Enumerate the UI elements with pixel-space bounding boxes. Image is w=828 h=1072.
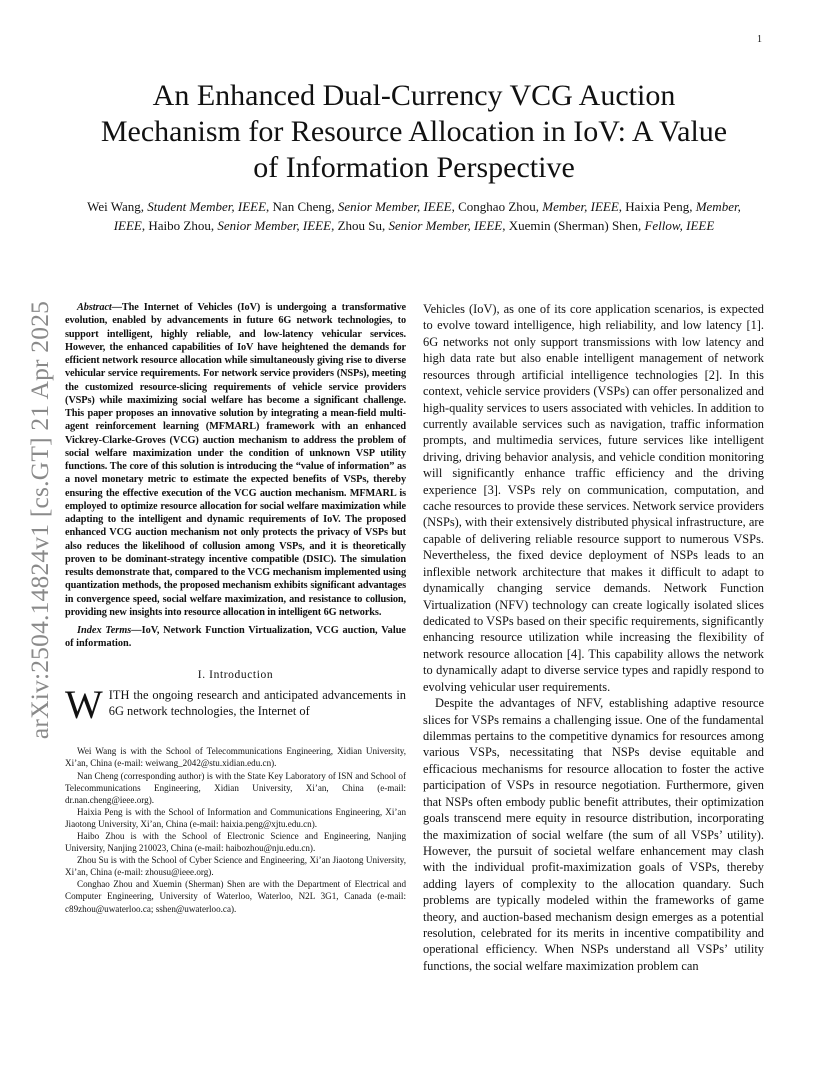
footnote: Nan Cheng (corresponding author) is with the State Key Laboratory of ISN and School of Telecommunications Engineering, Xidian University, Xi’an, China (e-mail: dr.nan.cheng@ieee.org). [65, 770, 406, 805]
index-terms-label: Index Terms [77, 625, 132, 636]
intro-text: ITH the ongoing research and anticipated advancements in 6G network technologies, the Internet of [108, 687, 406, 718]
footnote: Wei Wang is with the School of Telecommunications Engineering, Xidian University, Xi’an, China (e-mail: weiwang_2042@stu.xidian.edu.cn). [65, 746, 406, 769]
abstract-label: Abstract [77, 302, 112, 313]
footnote: Haibo Zhou is with the School of Electronic Science and Engineering, Nanjing University, Nanjing 210023, China (e-mail: haibozhou@nju.edu.cn). [65, 830, 406, 854]
footnote: Zhou Su is with the School of Cyber Science and Engineering, Xi’an Jiaotong University, Xi’an, China (e-mail: zhousu@ieee.org). [65, 855, 406, 878]
author-list: Wei Wang, Student Member, IEEE, Nan Cheng, Senior Member, IEEE, Conghao Zhou, Member, IEEE, Haixia Peng, Member, IEEE, Haibo Zhou, Senior Member, IEEE, Zhou Su, Senior Member, IEEE, Xuemin (Sherman) Shen, Fellow, IEEE [87, 199, 741, 234]
author-role: Fellow, IEEE [644, 218, 715, 234]
author-name: Nan Cheng [272, 199, 332, 214]
footnote: Conghao Zhou and Xuemin (Sherman) Shen are with the Department of Electrical and Computer Engineering, University of Waterloo, Waterloo, N2L 3G1, Canada (e-mail: c89zhou@uwaterloo.ca; sshen@uwaterloo.ca). [65, 879, 406, 914]
author-role: Senior Member, IEEE [337, 199, 452, 214]
index-terms-text: —IoV, Network Function Virtualization, VCG auction, Value of information. [65, 625, 406, 650]
author-name: Zhou Su [337, 218, 382, 234]
arxiv-identifier: arXiv:2504.14824v1 [cs.GT] 21 Apr 2025 [25, 300, 54, 740]
body-paragraph: Vehicles (IoV), as one of its core application scenarios, is expected to evolve toward intelligence, high reliability, and low latency [1]. 6G networks not only support transmissions with low latency and high data rate but also enable intelligent management of network resources through artificial intelligence technologies [2]. In this context, vehicle service providers (VSPs) can offer personalized and high-quality services to users associated with vehicles. In addition to currently available services such as navigation, traffic information prompts, and multimedia services, future services like intelligent driving, driving behavior analysis, and vehicle condition monitoring will significantly enhance traffic efficiency and the driving experience [3]. VSPs rely on communication, computation, and cache resources to provide these services. Network service providers (NSPs), with their extensively distributed physical infrastructure, are capable of delivering reliable resource support to numerous VSPs. Nevertheless, the fixed device deployment of NSPs leads to an inflexible network architecture that makes it difficult to adapt to dynamically changing service demands. Network Function Virtualization (NFV) technology can create logically isolated slices dedicated to VSPs based on their specific requirements, significantly enhancing resource utilization while increasing the flexibility of network resource allocation [4]. This capability allows the network to dynamically adapt to diverse service types and rapidly respond to evolving vehicular user requirements. [423, 302, 765, 694]
body-paragraph: Despite the advantages of NFV, establishing adaptive resource slices for VSPs remains a challenging issue. One of the fundamental dilemmas pertains to the competitive dynamics for resources among various VSPs, necessitating that NSPs devise equitable and efficacious mechanisms for resource allocation to foster the active participation of VSPs in resource negotiation. Furthermore, given that NSPs often embody public benefit attributes, their optimization goals transcend mere equity in resource distribution, incorporating the maximization of social welfare (the sum of all VSPs’ utility). However, the pursuit of societal welfare enhancement may clash with the individual profit-maximization goals of VSPs, thereby adding layers of complexity to the allocation quandary. Such problems are typically modeled within the frameworks of game theory, and auction-based mechanism design emerges as a potential resolution, celebrated for its merits in incentive compatibility and operational efficiency. When NSPs understand all VSPs’ utility functions, the social welfare maximization problem can [423, 696, 764, 973]
footnotes [65, 745, 406, 914]
paper-title: An Enhanced Dual-Currency VCG Auction Mechanism for Resource Allocation in IoV: A Value of Information Perspective [100, 79, 728, 184]
author-role: Senior Member, IEEE [388, 218, 503, 234]
page-number: 1 [757, 34, 762, 45]
author-name: Haixia Peng [625, 199, 690, 214]
abstract [65, 301, 406, 619]
author-role: Senior Member, IEEE [217, 218, 332, 234]
author-name: Wei Wang [87, 199, 141, 214]
author-role: Member, IEEE [542, 199, 619, 214]
drop-cap: W [65, 681, 103, 727]
author-name: Haibo Zhou [148, 218, 211, 234]
author-role: Student Member, IEEE [147, 199, 267, 214]
footnote: Haixia Peng is with the School of Information and Communications Engineering, Xi’an Jiaotong University, Xi’an, China (e-mail: haixia.peng@xjtu.edu.cn). [65, 806, 406, 829]
section-heading: I. Introduction [197, 668, 274, 681]
intro-paragraph [65, 681, 406, 727]
index-terms [65, 624, 406, 651]
author-name: Xuemin (Sherman) Shen [508, 218, 638, 234]
author-name: Conghao Zhou [458, 199, 536, 214]
left-column [65, 301, 406, 915]
abstract-text: —The Internet of Vehicles (IoV) is undergoing a transformative evolution, enabled by advancements in future 6G network technologies, to support intelligent, highly reliable, and low-latency vehicular services. However, the enhanced capabilities of IoV have heightened the demands for efficient network resource allocation while simultaneously giving rise to diverse vehicular service requirements. For network service providers (NSPs), meeting the customized resource-slicing requirements of vehicle service providers (VSPs) while maximizing social welfare has become a significant challenge. This paper proposes an innovative solution by integrating a mean-field multi-agent reinforcement learning (MFMARL) framework with an enhanced Vickrey-Clarke-Groves (VCG) auction mechanism to address the problem of social welfare maximization under the condition of unknown VSP utility functions. The core of this solution is introducing the “value of information” as a novel monetary metric to estimate the expected benefits of VSPs, thereby ensuring the effective execution of the VCG auction mechanism. MFMARL is employed to optimize resource allocation for social welfare maximization while adapting to the intelligent and dynamic requirements of IoV. The proposed enhanced VCG auction mechanism not only protects the privacy of VSPs but also reduces the likelihood of collusion among VSPs, and it is theoretically proven to be dominant-strategy incentive compatible (DSIC). The simulation results demonstrate that, compared to the VCG mechanism implemented using quantization methods, the proposed mechanism exhibits significant advantages in convergence speed, social welfare maximization, and resistance to collusion, providing new insights into resource allocation in intelligent 6G networks. [65, 302, 406, 618]
author-role: Member, IEEE [113, 199, 741, 234]
right-column [423, 301, 764, 974]
